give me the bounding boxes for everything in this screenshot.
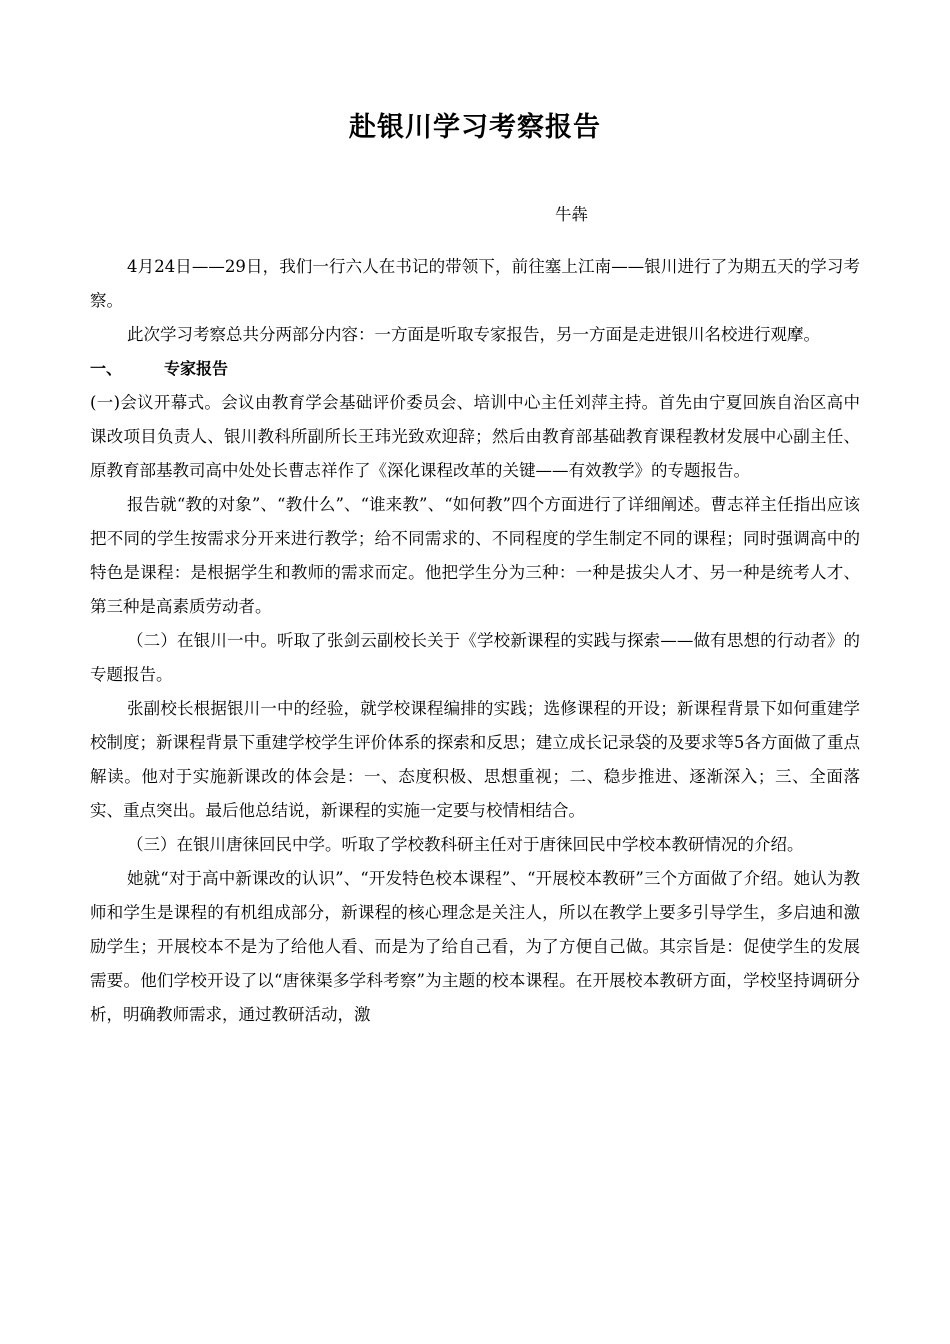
paragraph-intro-2: 此次学习考察总共分两部分内容：一方面是听取专家报告，另一方面是走进银川名校进行观摩。	[127, 325, 820, 344]
document-body	[90, 250, 860, 1032]
section-number: 一、	[90, 359, 123, 378]
paragraph-principal-report: 张副校长根据银川一中的经验，就学校课程编排的实践；选修课程的开设；新课程背景下如何重建学校制度；新课程背景下重建学校学生评价体系的探索和反思；建立成长记录袋的及要求等5各方面做了重点解读。他对于实施新课改的体会是：一、态度积极、思想重视；二、稳步推进、逐渐深入；三、全面落实、重点突出。最后他总结说，新课程的实施一定要与校情相结合。	[90, 699, 860, 820]
document-title: 赴银川学习考察报告	[349, 112, 601, 143]
paragraph-yinchuan-no1: （二）在银川一中。听取了张剑云副校长关于《学校新课程的实践与探索——做有思想的行动者》的专题报告。	[90, 631, 860, 684]
paragraph-tanglai-school: （三）在银川唐徕回民中学。听取了学校教科研主任对于唐徕回民中学校本教研情况的介绍。	[127, 835, 804, 854]
paragraph-report-summary: 报告就“教的对象”、“教什么”、“谁来教”、“如何教”四个方面进行了详细阐述。曹志祥主任指出应该把不同的学生按需求分开来进行教学；给不同需求的、不同程度的学生制定不同的课程；同时强调高中的特色是课程：是根据学生和教师的需求而定。他把学生分为三种：一种是拔尖人才、另一种是统考人才、第三种是高素质劳动者。	[90, 495, 860, 616]
section-heading-1	[90, 352, 860, 386]
paragraph-intro-1: 4月24日——29日，我们一行六人在书记的带领下，前往塞上江南——银川进行了为期五天的学习考察。	[90, 257, 860, 310]
section-title: 专家报告	[164, 359, 229, 378]
paragraph-school-research: 她就“对于高中新课改的认识”、“开发特色校本课程”、“开展校本教研”三个方面做了介绍。她认为教师和学生是课程的有机组成部分，新课程的核心理念是关注人，所以在教学上要多引导学生，多启迪和激励学生；开展校本不是为了给他人看、而是为了给自己看，为了方便自己做。其宗旨是：促使学生的发展需要。他们学校开设了以“唐徕渠多学科考察”为主题的校本课程。在开展校本教研方面，学校坚持调研分析，明确教师需求，通过教研活动，激	[90, 869, 860, 1024]
document-author: 牛犇	[555, 205, 588, 224]
paragraph-opening-ceremony: (一)会议开幕式。会议由教育学会基础评价委员会、培训中心主任刘萍主持。首先由宁夏回族自治区高中课改项目负责人、银川教科所副所长王玮光致欢迎辞；然后由教育部基础教育课程教材发展中心副主任、原教育部基教司高中处处长曹志祥作了《深化课程改革的关键——有效教学》的专题报告。	[90, 393, 860, 480]
